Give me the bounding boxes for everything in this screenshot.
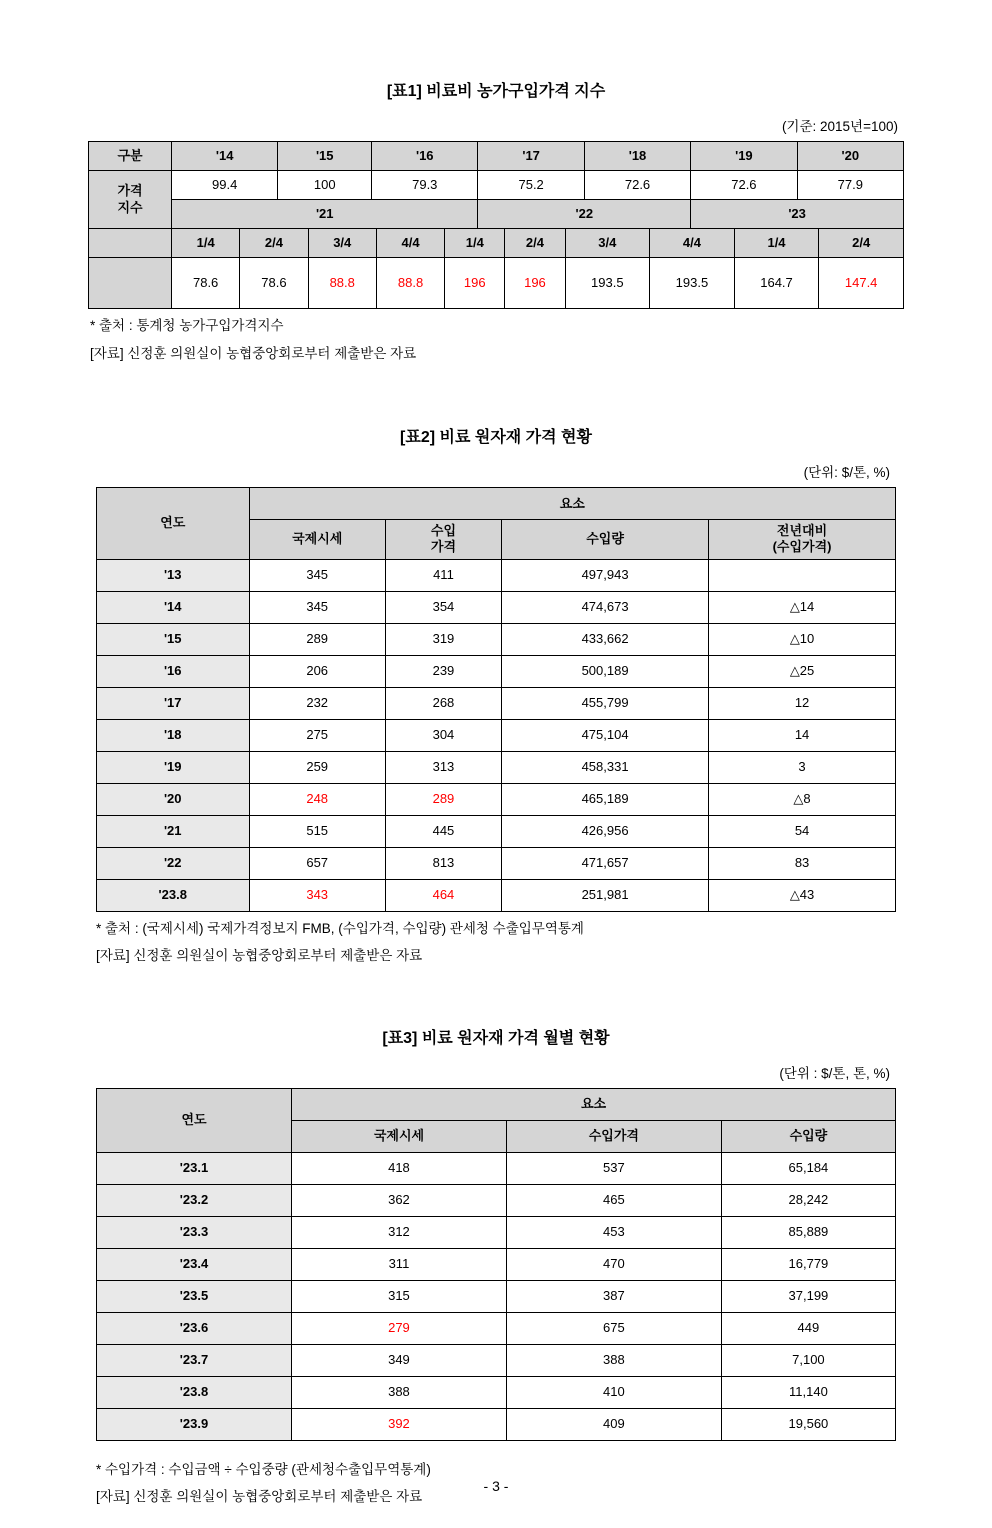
table1-value-18: 72.6 <box>584 171 690 200</box>
table3-row5-price: 675 <box>506 1312 721 1344</box>
table2-row9-yoy: 83 <box>709 847 896 879</box>
table1-q-22-2: 2/4 <box>505 229 565 258</box>
table3-row5-qty: 449 <box>721 1312 895 1344</box>
table1-year-15: '15 <box>278 142 372 171</box>
table-row <box>97 719 896 751</box>
table3-row4-qty: 37,199 <box>721 1280 895 1312</box>
table1-q-23-1: 1/4 <box>734 229 819 258</box>
table1-quarter-value-row <box>89 258 904 309</box>
table-row <box>97 1152 896 1184</box>
table3-row6-month: '23.7 <box>97 1344 292 1376</box>
table3-row2-month: '23.3 <box>97 1216 292 1248</box>
table2-row0-qty: 497,943 <box>502 559 709 591</box>
table2-row7-year: '20 <box>97 783 250 815</box>
table1-value-15: 100 <box>278 171 372 200</box>
table3-row2-price: 453 <box>506 1216 721 1248</box>
table1-qv-6: 193.5 <box>565 258 650 309</box>
table3-row8-price: 409 <box>506 1408 721 1440</box>
table3-row6-price: 388 <box>506 1344 721 1376</box>
table2-row4-price: 268 <box>385 687 501 719</box>
table2-source-note: * 출처 : (국제시세) 국제가격정보지 FMB, (수입가격, 수입량) 관세청 수출입무역통계 <box>96 920 584 936</box>
table3-row8-month: '23.9 <box>97 1408 292 1440</box>
table1-q-21-1: 1/4 <box>172 229 240 258</box>
table2-header-yoy-l1: 전년대비 <box>776 523 828 539</box>
table3-row2-intl: 312 <box>292 1216 507 1248</box>
table1-year-16: '16 <box>372 142 478 171</box>
table3-row7-month: '23.8 <box>97 1376 292 1408</box>
table2-header-import-price-l2: 가격 <box>430 539 457 555</box>
table3-header-row-1 <box>97 1088 896 1120</box>
table2-row9-qty: 471,657 <box>502 847 709 879</box>
table2-row6-qty: 458,331 <box>502 751 709 783</box>
table1-qv-8: 164.7 <box>734 258 819 309</box>
table2-row1-price: 354 <box>385 591 501 623</box>
table2-row0-price: 411 <box>385 559 501 591</box>
table2-row8-qty: 426,956 <box>502 815 709 847</box>
table-row <box>97 1408 896 1440</box>
table1-title: [표1] 비료비 농가구입가격 지수 <box>386 83 606 100</box>
table-row <box>97 1248 896 1280</box>
table-row <box>97 1216 896 1248</box>
table3-row3-price: 470 <box>506 1248 721 1280</box>
table1-group-23: '23 <box>691 200 904 229</box>
table2 <box>96 487 896 912</box>
table2-row6-yoy: 3 <box>709 751 896 783</box>
table-row <box>97 783 896 815</box>
table1-side-label-line1: 가격 <box>117 183 143 199</box>
table2-header-yoy <box>709 520 896 560</box>
table1-value-16: 79.3 <box>372 171 478 200</box>
table1-qv-1: 78.6 <box>240 258 308 309</box>
table1-value-20: 77.9 <box>797 171 903 200</box>
table2-row9-intl: 657 <box>249 847 385 879</box>
table1-year-20: '20 <box>797 142 903 171</box>
table2-title: [표2] 비료 원자재 가격 현황 <box>400 429 592 447</box>
table3-row7-price: 410 <box>506 1376 721 1408</box>
table3-title: [표3] 비료 원자재 가격 월별 현황 <box>382 1029 610 1047</box>
table1-value-14: 99.4 <box>172 171 278 200</box>
table2-row8-yoy: 54 <box>709 815 896 847</box>
table1-quarter-side-spacer <box>89 229 172 258</box>
table2-row2-intl: 289 <box>249 623 385 655</box>
table2-row2-year: '15 <box>97 623 250 655</box>
table2-header-intl: 국제시세 <box>249 520 385 560</box>
table2-row4-year: '17 <box>97 687 250 719</box>
table1-quarter-side-spacer2 <box>89 258 172 309</box>
table-row <box>97 751 896 783</box>
table3-row7-qty: 11,140 <box>721 1376 895 1408</box>
table3-data-note: [자료] 신정훈 의원실이 농협중앙회로부터 제출받은 자료 <box>96 1489 423 1505</box>
table1-period-group-row <box>89 200 904 229</box>
table2-row1-year: '14 <box>97 591 250 623</box>
table2-header-import-price <box>385 520 501 560</box>
table-row <box>97 879 896 911</box>
table3-header-intl: 국제시세 <box>292 1120 507 1152</box>
table2-row0-intl: 345 <box>249 559 385 591</box>
table-row <box>97 847 896 879</box>
table1-qv-4: 196 <box>445 258 505 309</box>
table3-row4-price: 387 <box>506 1280 721 1312</box>
table-row <box>97 655 896 687</box>
table1-year-18: '18 <box>584 142 690 171</box>
table3-row3-intl: 311 <box>292 1248 507 1280</box>
table1-q-21-2: 2/4 <box>240 229 308 258</box>
table1-side-label <box>89 171 172 229</box>
table2-header-row-1 <box>97 488 896 520</box>
table3-row5-month: '23.6 <box>97 1312 292 1344</box>
table1-q-22-4: 4/4 <box>650 229 735 258</box>
table1-value-19: 72.6 <box>691 171 797 200</box>
table1-quarter-header-row <box>89 229 904 258</box>
table-row <box>97 591 896 623</box>
table1-year-19: '19 <box>691 142 797 171</box>
table1-header-row <box>89 142 904 171</box>
page-number: - 3 - <box>483 1478 509 1495</box>
table2-row3-intl: 206 <box>249 655 385 687</box>
table3-row4-intl: 315 <box>292 1280 507 1312</box>
table1-q-21-4: 4/4 <box>376 229 444 258</box>
table2-row5-price: 304 <box>385 719 501 751</box>
table2-header-group: 요소 <box>249 488 895 520</box>
table2-row6-price: 313 <box>385 751 501 783</box>
table2-row10-price: 464 <box>385 879 501 911</box>
table1-q-21-3: 3/4 <box>308 229 376 258</box>
table3-row7-intl: 388 <box>292 1376 507 1408</box>
table1-header-gubun: 구분 <box>89 142 172 171</box>
table3-row3-qty: 16,779 <box>721 1248 895 1280</box>
table3-row8-qty: 19,560 <box>721 1408 895 1440</box>
table3-header-group: 요소 <box>292 1088 896 1120</box>
table2-row3-year: '16 <box>97 655 250 687</box>
table-row <box>97 687 896 719</box>
table2-unit: (단위: $/톤, %) <box>803 465 890 481</box>
table2-header-yoy-l2: (수입가격) <box>772 539 832 555</box>
table3-row1-price: 465 <box>506 1184 721 1216</box>
table2-row6-intl: 259 <box>249 751 385 783</box>
table3-source-note: * 수입가격 : 수입금액 ÷ 수입중량 (관세청수출입무역통계) <box>96 1461 431 1477</box>
table3-row3-month: '23.4 <box>97 1248 292 1280</box>
table1-year-14: '14 <box>172 142 278 171</box>
table3-header-year: 연도 <box>97 1088 292 1152</box>
table1-value-17: 75.2 <box>478 171 584 200</box>
table3-row1-qty: 28,242 <box>721 1184 895 1216</box>
table2-row8-intl: 515 <box>249 815 385 847</box>
table2-row2-yoy: △10 <box>709 623 896 655</box>
table2-row2-qty: 433,662 <box>502 623 709 655</box>
table2-header-import-price-l1: 수입 <box>430 523 457 539</box>
table3-row0-month: '23.1 <box>97 1152 292 1184</box>
table2-row10-qty: 251,981 <box>502 879 709 911</box>
table-row <box>97 1376 896 1408</box>
table1 <box>88 141 904 229</box>
table2-row0-yoy <box>709 559 896 591</box>
table-row <box>97 815 896 847</box>
table2-row5-qty: 475,104 <box>502 719 709 751</box>
table3-row0-qty: 65,184 <box>721 1152 895 1184</box>
table2-row4-intl: 232 <box>249 687 385 719</box>
table2-row7-yoy: △8 <box>709 783 896 815</box>
table2-row7-price: 289 <box>385 783 501 815</box>
table2-data-note: [자료] 신정훈 의원실이 농협중앙회로부터 제출받은 자료 <box>96 948 423 964</box>
table2-row4-yoy: 12 <box>709 687 896 719</box>
table2-row6-year: '19 <box>97 751 250 783</box>
table2-row10-intl: 343 <box>249 879 385 911</box>
table2-row9-year: '22 <box>97 847 250 879</box>
table2-row3-yoy: △25 <box>709 655 896 687</box>
table1-q-23-2: 2/4 <box>819 229 904 258</box>
table-row <box>97 559 896 591</box>
table-row <box>97 1184 896 1216</box>
table1-source-note: * 출처 : 통계청 농가구입가격지수 <box>90 318 284 333</box>
table3 <box>96 1088 896 1441</box>
table1-data-note: [자료] 신정훈 의원실이 농협중앙회로부터 제출받은 자료 <box>90 345 417 361</box>
table1-qv-3: 88.8 <box>376 258 444 309</box>
table2-row3-qty: 500,189 <box>502 655 709 687</box>
table1-qv-9: 147.4 <box>819 258 904 309</box>
table3-header-import-qty: 수입량 <box>721 1120 895 1152</box>
table1-q-22-1: 1/4 <box>445 229 505 258</box>
table2-row5-yoy: 14 <box>709 719 896 751</box>
table3-row1-intl: 362 <box>292 1184 507 1216</box>
table-row <box>97 1280 896 1312</box>
table3-row5-intl: 279 <box>292 1312 507 1344</box>
table1-value-row <box>89 171 904 200</box>
table3-unit: (단위 : $/톤, 톤, %) <box>779 1065 890 1081</box>
table3-section <box>88 1025 904 1508</box>
table-row <box>97 1312 896 1344</box>
table1-qv-5: 196 <box>505 258 565 309</box>
table3-row2-qty: 85,889 <box>721 1216 895 1248</box>
table2-row4-qty: 455,799 <box>502 687 709 719</box>
table1-q-22-3: 3/4 <box>565 229 650 258</box>
table1-group-21: '21 <box>172 200 478 229</box>
table1-qv-2: 88.8 <box>308 258 376 309</box>
table2-section <box>88 424 904 967</box>
table2-row1-intl: 345 <box>249 591 385 623</box>
table1-unit: (기준: 2015년=100) <box>781 119 898 134</box>
table3-row1-month: '23.2 <box>97 1184 292 1216</box>
table3-row0-intl: 418 <box>292 1152 507 1184</box>
table3-row8-intl: 392 <box>292 1408 507 1440</box>
table2-row3-price: 239 <box>385 655 501 687</box>
table2-header-year: 연도 <box>97 488 250 560</box>
table2-row9-price: 813 <box>385 847 501 879</box>
table2-row7-intl: 248 <box>249 783 385 815</box>
table1-year-17: '17 <box>478 142 584 171</box>
table1-side-label-line2: 지수 <box>117 199 143 215</box>
table2-row5-intl: 275 <box>249 719 385 751</box>
table1-group-22: '22 <box>478 200 691 229</box>
table1-quarters <box>88 228 904 309</box>
table-row <box>97 1344 896 1376</box>
table2-row0-year: '13 <box>97 559 250 591</box>
table1-qv-7: 193.5 <box>650 258 735 309</box>
table-row <box>97 623 896 655</box>
table2-row10-year: '23.8 <box>97 879 250 911</box>
table3-row0-price: 537 <box>506 1152 721 1184</box>
table2-row2-price: 319 <box>385 623 501 655</box>
table2-row5-year: '18 <box>97 719 250 751</box>
table2-row8-price: 445 <box>385 815 501 847</box>
table2-row1-qty: 474,673 <box>502 591 709 623</box>
table2-row10-yoy: △43 <box>709 879 896 911</box>
table2-header-import-qty: 수입량 <box>502 520 709 560</box>
table3-header-import-price: 수입가격 <box>506 1120 721 1152</box>
table3-row6-intl: 349 <box>292 1344 507 1376</box>
table2-row1-yoy: △14 <box>709 591 896 623</box>
table3-row6-qty: 7,100 <box>721 1344 895 1376</box>
table2-row7-qty: 465,189 <box>502 783 709 815</box>
table1-qv-0: 78.6 <box>172 258 240 309</box>
table3-row4-month: '23.5 <box>97 1280 292 1312</box>
table2-row8-year: '21 <box>97 815 250 847</box>
